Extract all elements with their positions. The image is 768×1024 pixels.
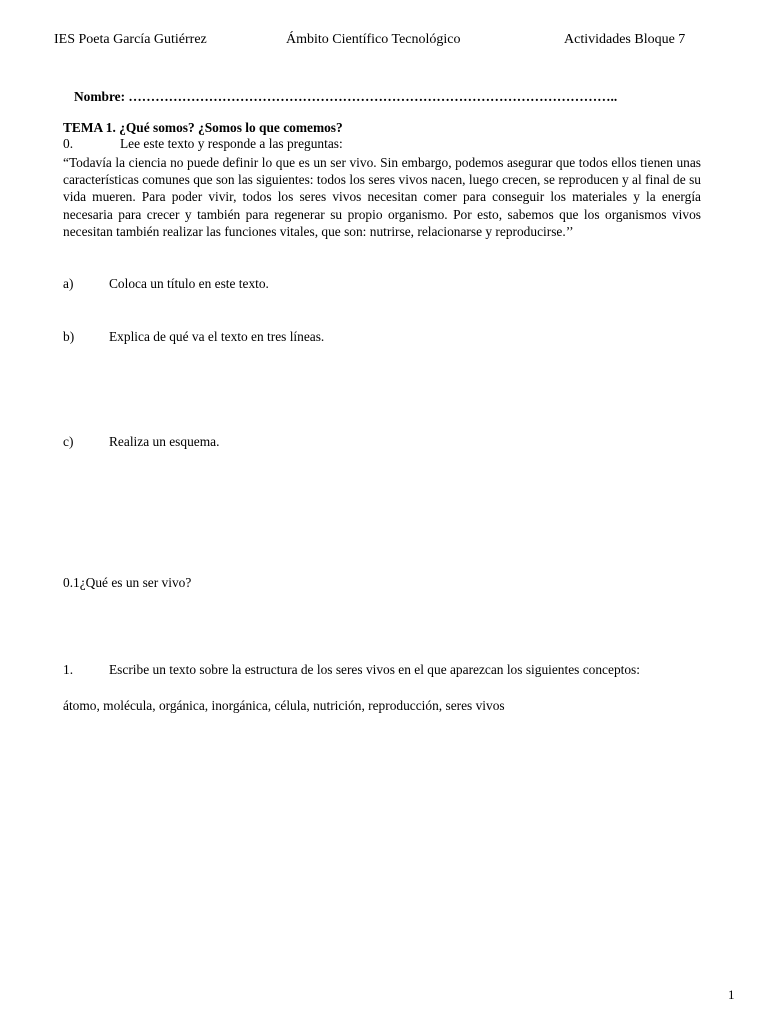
- topic-title: TEMA 1. ¿Qué somos? ¿Somos lo que comemos?: [63, 120, 343, 135]
- header-school-name: IES Poeta García Gutiérrez: [54, 32, 207, 47]
- question-b-text: Explica de qué va el texto en tres líneas.: [109, 329, 325, 344]
- question-c-label: c): [63, 434, 74, 449]
- header-activity-block: Actividades Bloque 7: [564, 32, 686, 47]
- reading-passage: “Todavía la ciencia no puede definir lo que es un ser vivo. Sin embargo, podemos asegurar que todos ellos tienen unas características comunes que son las siguientes: todos los seres vivos nacen, luego crecen, se reproducen y al final de su vida mueren. Para poder vivir, todos los seres vivos necesitan comer para conseguir los materiales y la energía necesaria para crecer y también para regenerar su propio organismo. Por esto, sabemos que los organismos vivos necesitan también realizar las funciones vitales, que son: nutrirse, relacionarse y reproducirse.’’: [63, 155, 701, 239]
- question-a: [63, 275, 269, 292]
- question-1: [63, 661, 701, 678]
- question-0-1: 0.1¿Qué es un ser vivo?: [63, 575, 192, 590]
- question-0: [63, 135, 343, 152]
- question-1-text: Escribe un texto sobre la estructura de los seres vivos en el que aparezcan los siguientes conceptos:: [109, 662, 640, 677]
- question-1-concepts: átomo, molécula, orgánica, inorgánica, célula, nutrición, reproducción, seres vivos: [63, 698, 505, 713]
- question-c-text: Realiza un esquema.: [109, 434, 220, 449]
- question-b-label: b): [63, 329, 75, 344]
- question-a-text: Coloca un título en este texto.: [109, 276, 269, 291]
- header-subject: Ámbito Científico Tecnológico: [286, 32, 461, 47]
- question-1-number: 1.: [63, 662, 74, 677]
- question-a-label: a): [63, 276, 74, 291]
- name-field-line: Nombre: ………………………………………………………………………………………………..: [74, 89, 618, 104]
- question-0-number: 0.: [63, 136, 74, 151]
- question-b: [63, 328, 324, 345]
- question-c: [63, 433, 219, 450]
- question-0-instruction: Lee este texto y responde a las preguntas:: [120, 136, 343, 151]
- page-number: 1: [728, 987, 735, 1002]
